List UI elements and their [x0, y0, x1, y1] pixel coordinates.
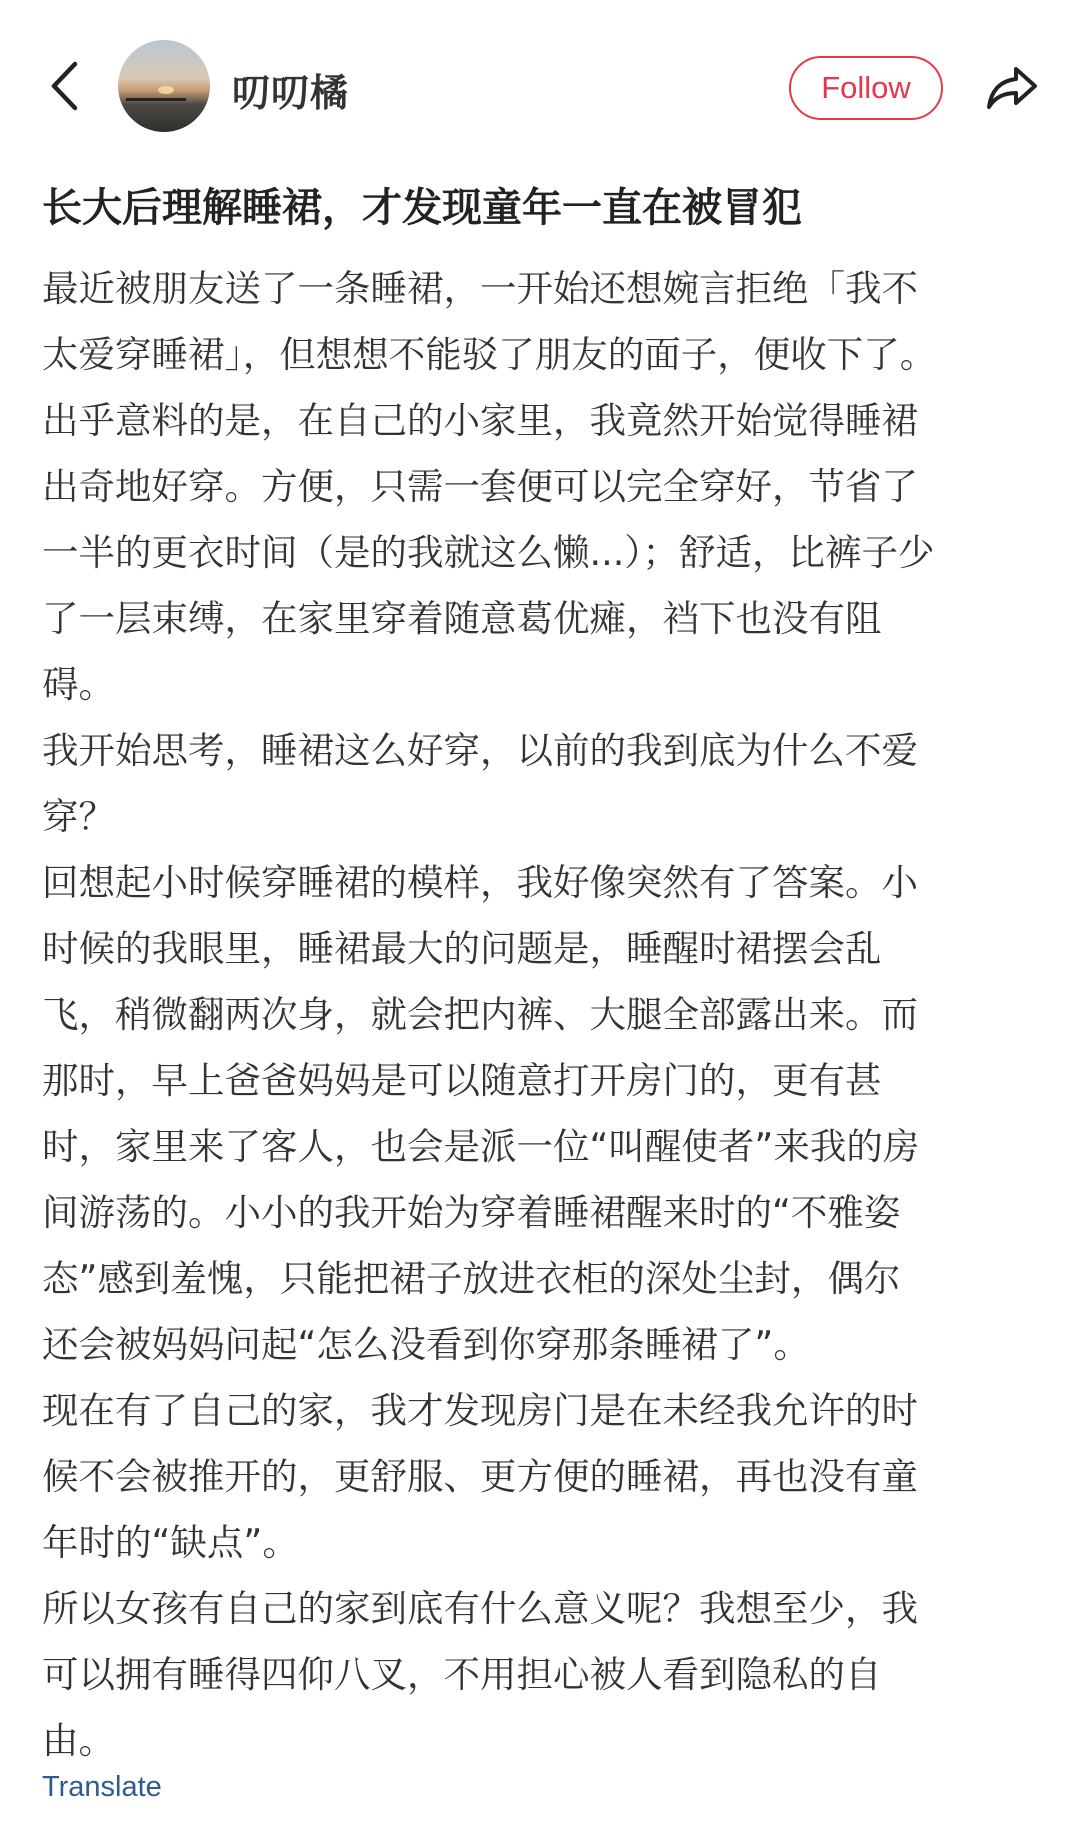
- body-line: 时候的我眼里，睡裙最大的问题是，睡醒时裙摆会乱: [42, 927, 882, 970]
- chevron-left-icon: [49, 60, 79, 112]
- body-line: 飞，稍微翻两次身，就会把内裤、大腿全部露出来。而: [42, 993, 918, 1036]
- share-button[interactable]: [982, 58, 1042, 118]
- avatar-sun: [158, 86, 174, 94]
- follow-button[interactable]: Follow: [789, 56, 943, 120]
- body-line: 所以女孩有自己的家到底有什么意义呢？我想至少，我: [42, 1587, 918, 1630]
- body-line: 可以拥有睡得四仰八叉，不用担心被人看到隐私的自: [42, 1653, 882, 1696]
- body-line: 候不会被推开的，更舒服、更方便的睡裙，再也没有童: [42, 1455, 918, 1498]
- body-line: 现在有了自己的家，我才发现房门是在未经我允许的时: [42, 1389, 918, 1432]
- body-line: 一半的更衣时间（是的我就这么懒...）；舒适，比裤子少: [42, 531, 935, 574]
- body-line: 出乎意料的是，在自己的小家里，我竟然开始觉得睡裙: [42, 399, 918, 442]
- body-line: 由。: [42, 1719, 115, 1762]
- body-line: 穿？: [42, 795, 115, 838]
- body-line: 我开始思考，睡裙这么好穿，以前的我到底为什么不爱: [42, 729, 918, 772]
- body-line: 了一层束缚，在家里穿着随意葛优瘫，裆下也没有阻: [42, 597, 882, 640]
- body-line: 出奇地好穿。方便，只需一套便可以完全穿好，节省了: [42, 465, 918, 508]
- avatar-pier: [126, 98, 186, 101]
- avatar[interactable]: [118, 40, 210, 132]
- back-button[interactable]: [38, 52, 90, 120]
- post-body: [42, 256, 1042, 1774]
- body-line: 间游荡的。小小的我开始为穿着睡裙醒来时的“不雅姿: [42, 1191, 901, 1234]
- body-line: 碍。: [42, 663, 115, 706]
- share-arrow-icon: [986, 65, 1038, 111]
- post-title: 长大后理解睡裙，才发现童年一直在被冒犯: [42, 185, 802, 231]
- body-line: 最近被朋友送了一条睡裙，一开始还想婉言拒绝「我不: [42, 267, 918, 310]
- body-line: 时，家里来了客人，也会是派一位“叫醒使者”来我的房: [42, 1125, 920, 1168]
- body-line: 还会被妈妈问起“怎么没看到你穿那条睡裙了”。: [42, 1323, 810, 1366]
- body-line: 态”感到羞愧，只能把裙子放进衣柜的深处尘封，偶尔: [42, 1257, 901, 1300]
- translate-link[interactable]: Translate: [42, 1771, 162, 1803]
- body-line: 太爱穿睡裙」，但想想不能驳了朋友的面子，便收下了。: [42, 333, 937, 376]
- body-line: 那时，早上爸爸妈妈是可以随意打开房门的，更有甚: [42, 1059, 882, 1102]
- body-line: 年时的“缺点”。: [42, 1521, 299, 1564]
- top-bar: [0, 0, 1080, 175]
- body-line: 回想起小时候穿睡裙的模样，我好像突然有了答案。小: [42, 861, 918, 904]
- author-name[interactable]: 叨叨橘: [232, 71, 350, 115]
